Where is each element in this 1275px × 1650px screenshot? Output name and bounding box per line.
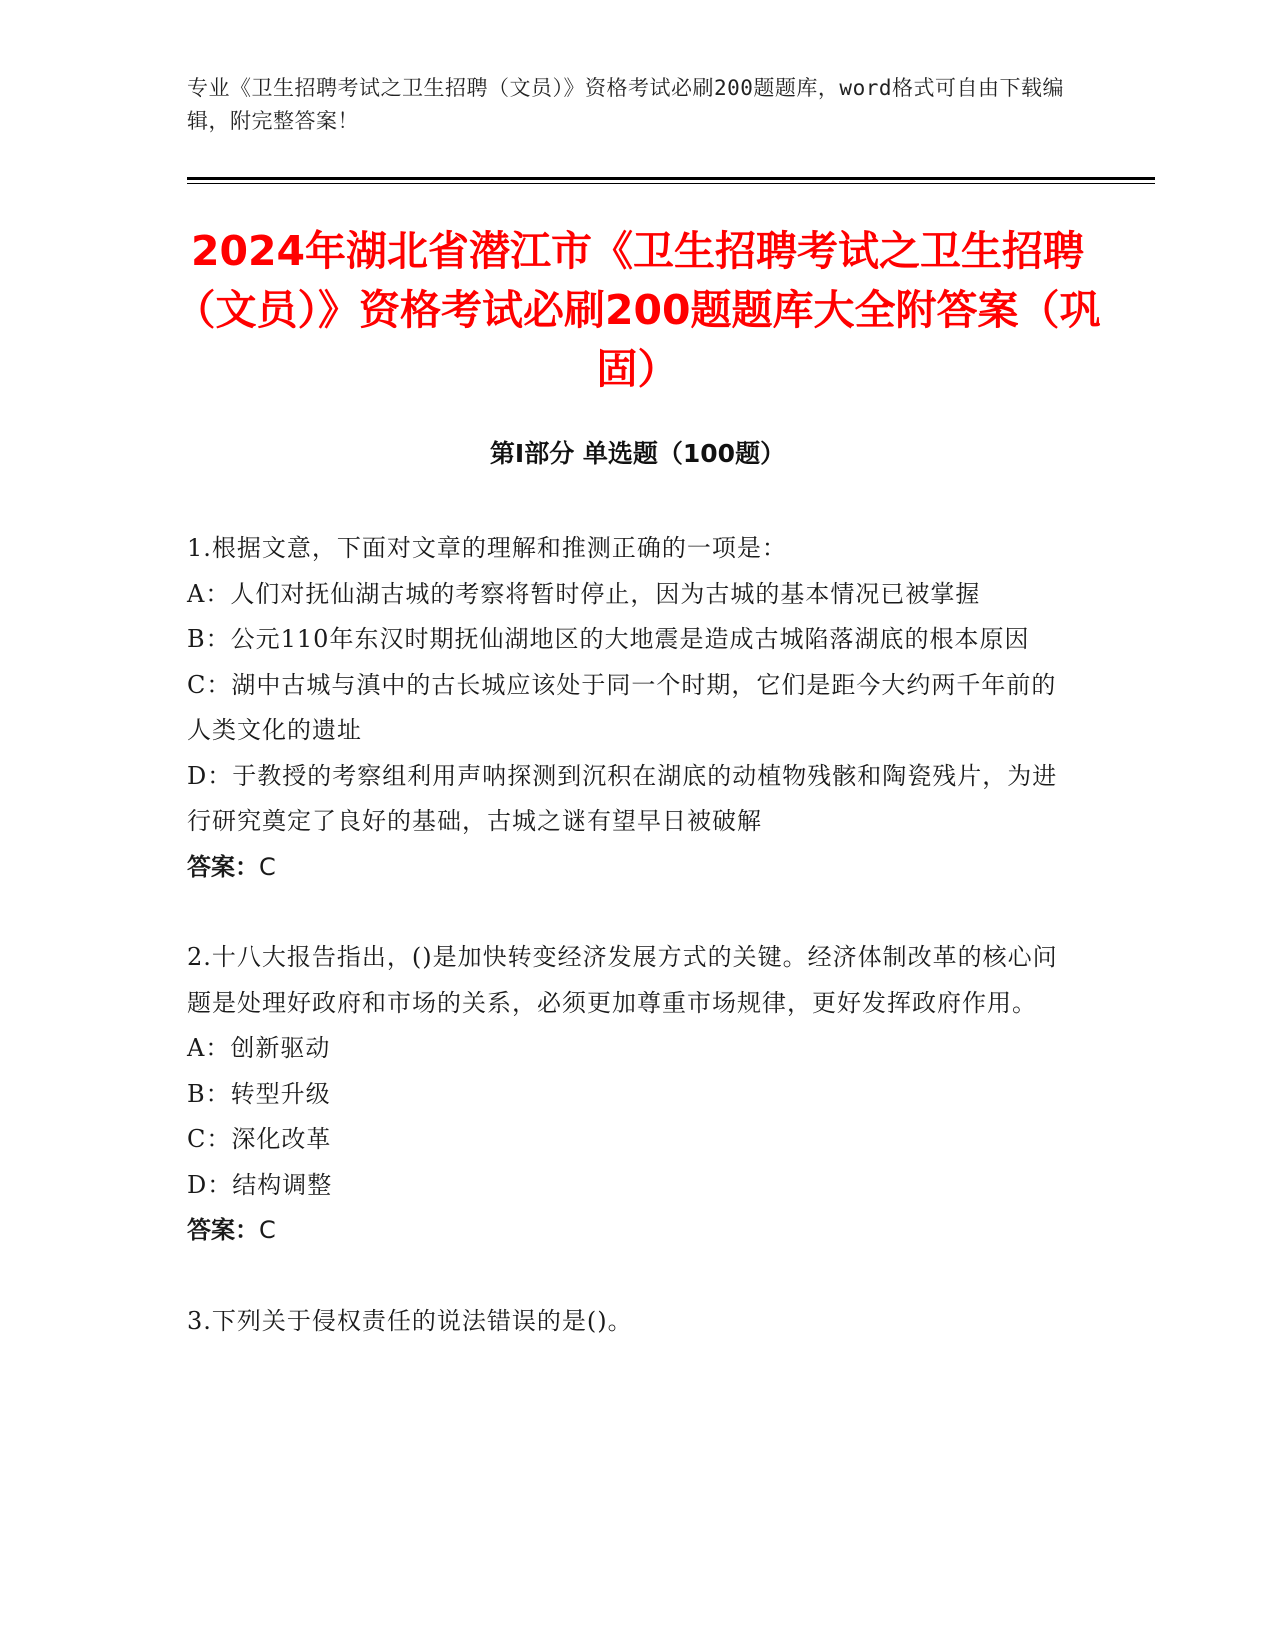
option-a: A：创新驱动 xyxy=(187,1034,331,1062)
section-heading: 第I部分 单选题（100题） xyxy=(489,439,786,468)
option-c: C：深化改革 xyxy=(187,1125,332,1153)
answer-value: C xyxy=(259,852,276,881)
option-b: B：转型升级 xyxy=(187,1079,331,1108)
option-b: B：公元110年东汉时期抚仙湖地区的大地震是造成古城陷落湖底的根本原因 xyxy=(187,625,1030,653)
option-d: D：于教授的考察组利用声呐探测到沉积在湖底的动植物残骸和陶瓷残片，为进行研究奠定了良好的基础，古城之谜有望早日被破解 xyxy=(187,761,1058,835)
question-stem: 2.十八大报告指出，()是加快转变经济发展方式的关键。经济体制改革的核心问题是处理好政府和市场的关系，必须更加尊重市场规律，更好发挥政府作用。 xyxy=(187,943,1058,1017)
question-3 xyxy=(187,1299,1077,1345)
option-c: C：湖中古城与滇中的古长城应该处于同一个时期，它们是距今大约两千年前的人类文化的遗址 xyxy=(187,670,1057,744)
header-note: 专业《卫生招聘考试之卫生招聘（文员）》资格考试必刷200题题库，word格式可自由下载编辑，附完整答案！ xyxy=(187,76,1064,133)
answer-label: 答案： xyxy=(187,1216,259,1244)
question-stem: 3.下列关于侵权责任的说法错误的是()。 xyxy=(187,1306,633,1335)
answer-label: 答案： xyxy=(187,852,259,881)
option-d: D：结构调整 xyxy=(187,1170,333,1199)
document-title: 2024年湖北省潜江市《卫生招聘考试之卫生招聘（文员）》资格考试必刷200题题库大全附答案（巩固） xyxy=(174,227,1101,393)
answer-line xyxy=(187,1208,1077,1254)
header-rule-thick xyxy=(187,177,1155,180)
question-1 xyxy=(187,526,1077,890)
answer-value: C xyxy=(259,1216,276,1244)
option-a: A：人们对抚仙湖古城的考察将暂时停止，因为古城的基本情况已被掌握 xyxy=(187,579,981,608)
question-stem: 1.根据文意，下面对文章的理解和推测正确的一项是： xyxy=(187,534,787,562)
answer-line xyxy=(187,845,1077,891)
question-2 xyxy=(187,935,1077,1254)
header-rule-thin xyxy=(187,183,1155,184)
question-list xyxy=(187,526,1077,1389)
